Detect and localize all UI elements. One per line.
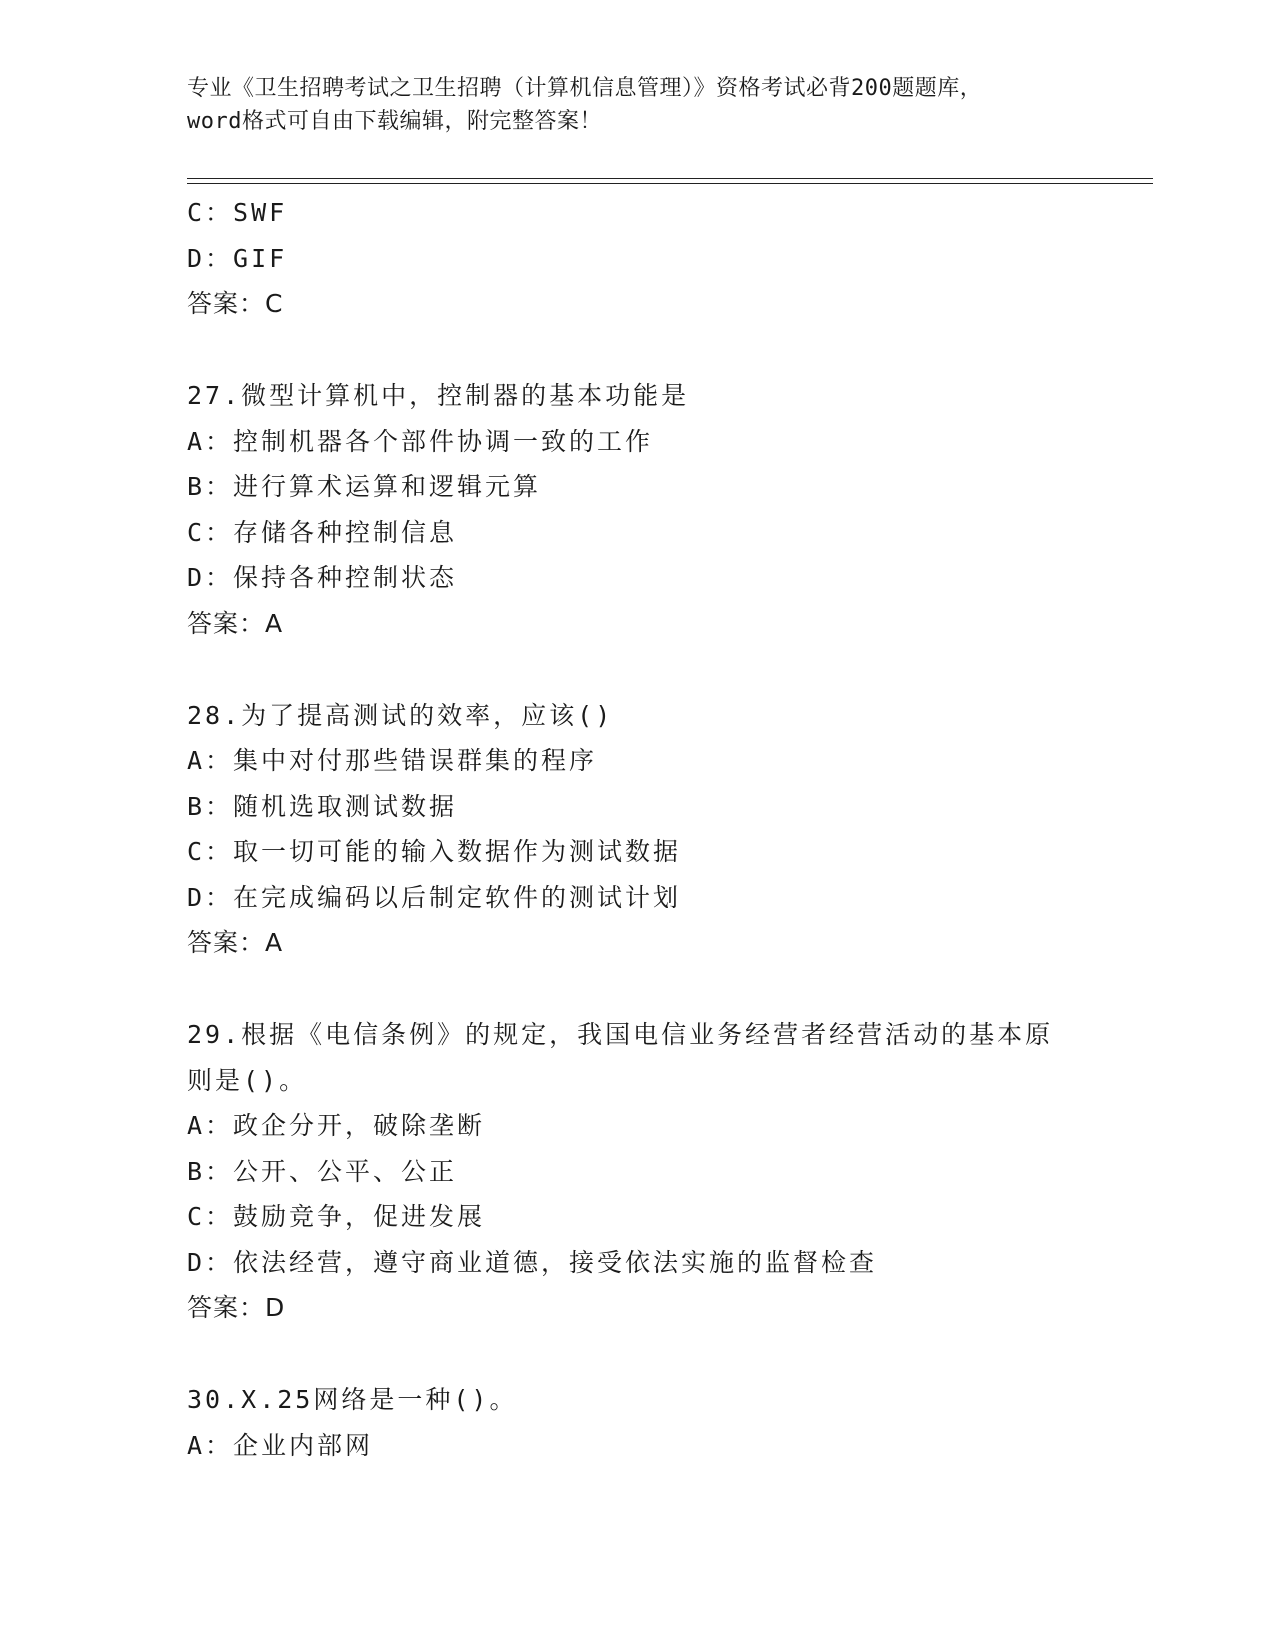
answer-line: 答案：D: [187, 1293, 286, 1322]
question-stem: 27.微型计算机中，控制器的基本功能是: [187, 381, 690, 410]
question-list: [187, 190, 1087, 1468]
option-a: A：集中对付那些错误群集的程序: [187, 746, 598, 775]
option-d: D：在完成编码以后制定软件的测试计划: [187, 882, 682, 912]
header-divider-bottom: [187, 183, 1153, 184]
spacer: [187, 966, 1087, 1012]
option-b: B：进行算术运算和逻辑元算: [187, 472, 542, 501]
question-stem-line-1: 29.根据《电信条例》的规定，我国电信业务经营者经营活动的基本原: [187, 1020, 1054, 1049]
question-fragment: [187, 190, 1087, 327]
option-b: B：公开、公平、公正: [187, 1156, 458, 1186]
spacer: [187, 327, 1087, 373]
question-27: [187, 373, 1087, 647]
option-a: A：控制机器各个部件协调一致的工作: [187, 426, 654, 456]
answer-line: 答案：C: [187, 289, 284, 318]
option-b: B：随机选取测试数据: [187, 791, 458, 821]
header-divider-top: [187, 178, 1153, 179]
question-stem: 30.X.25网络是一种()。: [187, 1385, 518, 1414]
question-stem: 28.为了提高测试的效率，应该(): [187, 700, 614, 730]
question-30: [187, 1377, 1087, 1468]
question-28: [187, 693, 1087, 967]
question-29: [187, 1012, 1087, 1331]
option-c: C：取一切可能的输入数据作为测试数据: [187, 837, 682, 866]
question-stem-line-2: 则是()。: [187, 1065, 308, 1095]
spacer: [187, 1331, 1087, 1377]
option-a: A：企业内部网: [187, 1430, 374, 1460]
option-d: D：GIF: [187, 243, 288, 273]
option-c: C：SWF: [187, 198, 288, 227]
document-header: [187, 72, 1087, 138]
option-d: D：保持各种控制状态: [187, 563, 458, 592]
option-c: C：存储各种控制信息: [187, 517, 458, 547]
spacer: [187, 647, 1087, 693]
option-a: A：政企分开，破除垄断: [187, 1111, 486, 1140]
option-d: D：依法经营，遵守商业道德，接受依法实施的监督检查: [187, 1247, 878, 1277]
answer-line: 答案：A: [187, 608, 284, 638]
option-c: C：鼓励竞争，促进发展: [187, 1202, 486, 1231]
header-line-1: 专业《卫生招聘考试之卫生招聘（计算机信息管理）》资格考试必背200题题库，: [187, 76, 983, 101]
answer-line: 答案：A: [187, 928, 284, 957]
header-line-2: word格式可自由下载编辑，附完整答案！: [187, 109, 602, 134]
